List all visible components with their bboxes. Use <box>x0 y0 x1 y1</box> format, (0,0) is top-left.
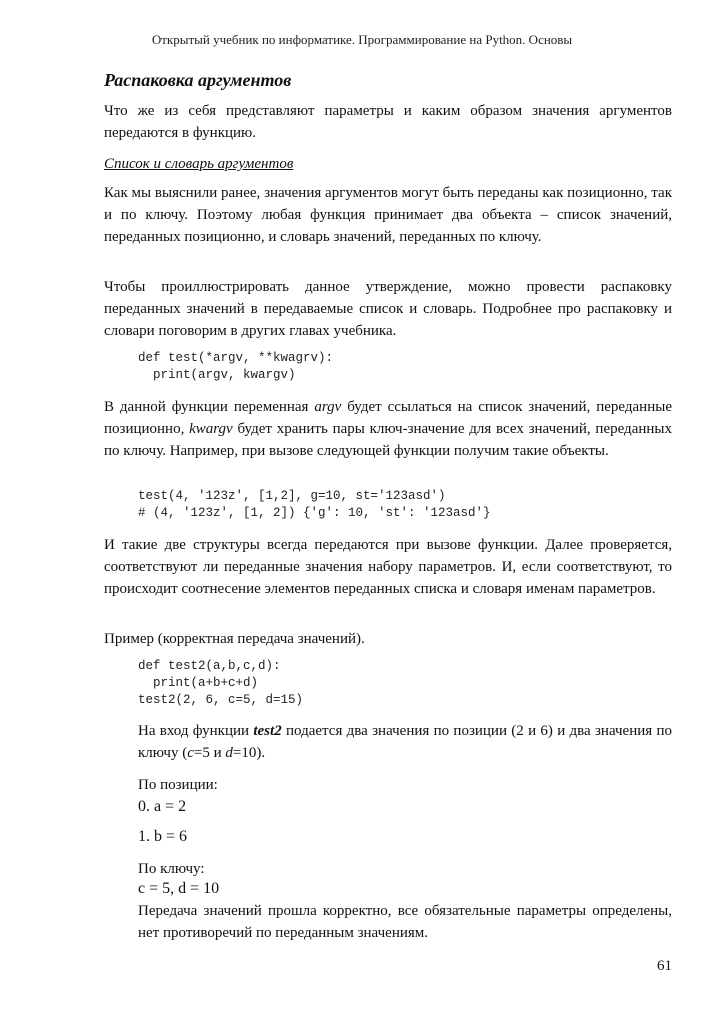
paragraph-6: На вход функции test2 подается два значения по позиции (2 и 6) и два значения по ключу (c=5 и d=10). <box>138 723 672 761</box>
positional-item-0: 0. a = 2 <box>138 798 187 815</box>
intro-paragraph: Что же из себя представляют параметры и каким образом значения аргументов передаются в функцию. <box>104 103 672 141</box>
keyword-label: По ключу: <box>138 861 205 877</box>
running-header: Открытый учебник по информатике. Программирование на Python. Основы <box>151 32 573 47</box>
positional-label: По позиции: <box>138 777 218 793</box>
paragraph-7: Передача значений прошла корректно, все обязательные параметры определены, нет противоречий по переданным значениям. <box>138 903 672 941</box>
code-block-1: def test(*argv, **kwagrv): print(argv, kwargv) <box>138 351 334 382</box>
code-block-2: test(4, '123z', [1,2], g=10, st='123asd') # (4, '123z', [1, 2]) {'g': 10, 'st': '123asd'} <box>138 489 491 520</box>
keyword-values: c = 5, d = 10 <box>138 880 220 897</box>
page-number: 61 <box>657 958 672 974</box>
paragraph-1: Как мы выяснили ранее, значения аргументов могут быть переданы как позиционно, так и по ключу. Поэтому любая функция принимает два объекта – список значений, переданных позиционно, и словарь значений, переданных по ключу. <box>104 185 672 245</box>
paragraph-4: И такие две структуры всегда передаются при вызове функции. Далее проверяется, соответствуют ли переданные значения набору параметров. И, если соответствуют, то происходит соотнесение элементов переданных списка и словаря именам параметров. <box>104 537 672 597</box>
paragraph-3: В данной функции переменная argv будет ссылаться на список значений, переданные позиционно, kwargv будет хранить пары ключ-значение для всех значений, переданных по ключу. Например, при вызове следующей функции получим такие объекты. <box>104 399 672 459</box>
paragraph-5: Пример (корректная передача значений). <box>104 631 365 647</box>
positional-item-1: 1. b = 6 <box>138 828 188 845</box>
code-block-3: def test2(a,b,c,d): print(a+b+c+d) test2(2, 6, c=5, d=15) <box>138 659 304 707</box>
subsection-heading: Список и словарь аргументов <box>104 156 294 172</box>
section-heading: Распаковка аргументов <box>104 70 292 90</box>
paragraph-2: Чтобы проиллюстрировать данное утверждение, можно провести распаковку переданных значений в передаваемые список и словарь. Подробнее про распаковку и словари поговорим в других главах учебника. <box>104 279 672 339</box>
